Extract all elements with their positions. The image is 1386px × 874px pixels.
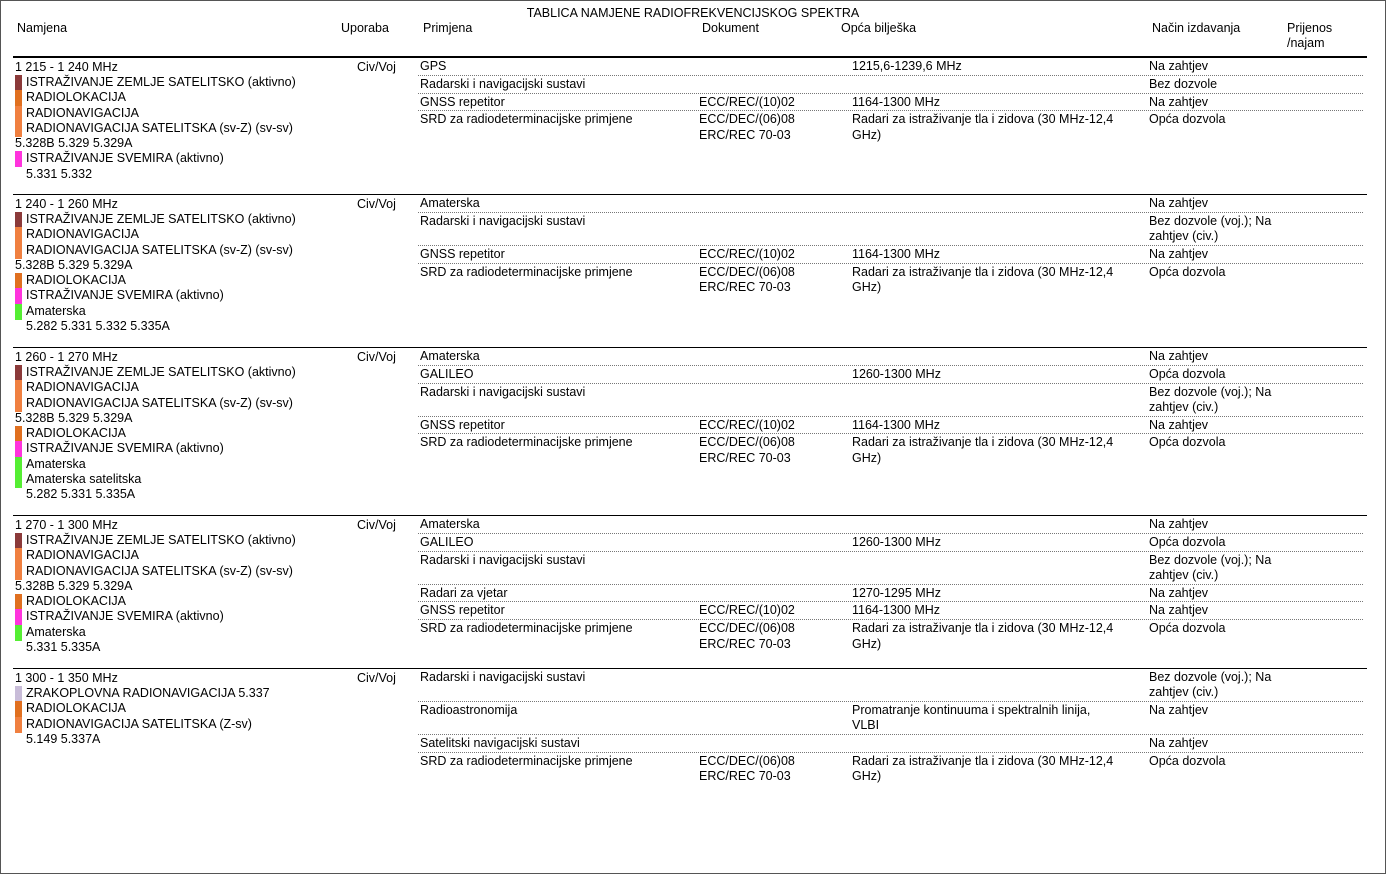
header-namjena: Namjena xyxy=(17,21,68,35)
application-row xyxy=(418,94,1363,112)
application-nacin-izdavanja-line: Na zahtjev xyxy=(1149,246,1209,261)
application-name: Radarski i navigacijski sustavi xyxy=(420,552,586,567)
allocation-text: ISTRAŽIVANJE SVEMIRA (aktivno) xyxy=(26,609,224,624)
band-frequency: 1 270 - 1 300 MHz xyxy=(15,518,118,532)
application-note xyxy=(852,754,1142,785)
frequency-band xyxy=(13,668,1367,821)
frequency-band xyxy=(13,515,1367,668)
footnote-refs xyxy=(13,167,343,182)
application-document xyxy=(699,621,839,652)
page-title: TABLICA NAMJENE RADIOFREKVENCIJSKOG SPEKTRA xyxy=(526,6,860,20)
application-nacin-izdavanja-line: Opća dozvola xyxy=(1149,621,1226,636)
allocation-text: RADIOLOKACIJA xyxy=(26,426,127,441)
allocation-item xyxy=(13,288,343,303)
footnote-refs xyxy=(13,487,343,502)
application-note-line: 1270-1295 MHz xyxy=(852,585,941,600)
application-note xyxy=(852,265,1142,296)
application-nacin-izdavanja-line: Na zahtjev xyxy=(1149,417,1209,432)
allocation-text: Amaterska xyxy=(26,456,86,471)
service-color-swatch xyxy=(15,457,22,473)
allocation-text: 5.331 5.332 xyxy=(26,166,93,181)
application-nacin-izdavanja-line: Bez dozvole (voj.); Na xyxy=(1149,670,1272,684)
header-opca-biljeska: Opća bilješka xyxy=(841,21,917,35)
application-nacin-izdavanja xyxy=(1149,621,1289,636)
application-nacin-izdavanja-line: Na zahtjev xyxy=(1149,603,1209,618)
application-nacin-izdavanja xyxy=(1149,59,1289,74)
application-name: Radari za vjetar xyxy=(420,585,508,600)
allocation-text: 5.328B 5.329 5.329A xyxy=(15,578,133,593)
application-row xyxy=(418,213,1363,246)
allocation-item xyxy=(13,548,343,563)
application-name: GPS xyxy=(420,59,447,73)
application-name: GNSS repetitor xyxy=(420,603,505,618)
footnote-refs xyxy=(13,640,343,655)
application-note-line: 1164-1300 MHz xyxy=(852,94,941,109)
application-note-line: GHz) xyxy=(852,636,882,651)
allocation-text: 5.328B 5.329 5.329A xyxy=(15,257,133,272)
application-nacin-izdavanja xyxy=(1149,736,1289,751)
application-document-line: ECC/DEC/(06)08 xyxy=(699,112,795,127)
application-nacin-izdavanja-line: Na zahtjev xyxy=(1149,585,1209,600)
application-note-line: 1215,6-1239,6 MHz xyxy=(852,59,962,73)
application-nacin-izdavanja-line: Opća dozvola xyxy=(1149,534,1226,549)
application-nacin-izdavanja-line: Bez dozvole xyxy=(1149,76,1218,91)
allocation-text: 5.149 5.337A xyxy=(26,731,101,746)
allocation-list xyxy=(13,365,343,503)
application-row xyxy=(418,417,1363,435)
application-nacin-izdavanja-line: Na zahtjev xyxy=(1149,349,1209,363)
application-row xyxy=(418,366,1363,384)
application-name: GALILEO xyxy=(420,534,474,549)
application-nacin-izdavanja-line: zahtjev (civ.) xyxy=(1149,399,1219,414)
service-color-swatch xyxy=(15,564,22,580)
allocation-text: RADIOLOKACIJA xyxy=(26,701,127,716)
header-primjena: Primjena xyxy=(423,21,473,35)
application-nacin-izdavanja xyxy=(1149,586,1289,601)
application-nacin-izdavanja-line: Opća dozvola xyxy=(1149,753,1226,768)
service-color-swatch xyxy=(15,686,22,702)
service-color-swatch xyxy=(15,288,22,304)
application-row xyxy=(418,111,1363,143)
application-name: GNSS repetitor xyxy=(420,94,505,109)
application-document-line: ECC/DEC/(06)08 xyxy=(699,435,795,450)
application-name: Amaterska xyxy=(420,196,480,210)
header-prijenos-line2: /najam xyxy=(1287,36,1325,50)
allocation-item xyxy=(13,396,343,411)
allocation-text: RADIONAVIGACIJA xyxy=(26,227,139,242)
allocation-text: ISTRAŽIVANJE ZEMLJE SATELITSKO (aktivno) xyxy=(26,75,296,89)
application-name: SRD za radiodeterminacijske primjene xyxy=(420,264,633,279)
application-document-line: ECC/DEC/(06)08 xyxy=(699,264,795,279)
allocation-list xyxy=(13,686,343,747)
application-list xyxy=(418,348,1363,467)
allocation-text: RADIONAVIGACIJA SATELITSKA (sv-Z) (sv-sv) xyxy=(26,242,293,257)
allocation-text: 5.282 5.331 5.335A xyxy=(26,487,136,502)
application-name: SRD za radiodeterminacijske primjene xyxy=(420,435,633,450)
application-row xyxy=(418,195,1363,213)
allocation-text: Amaterska xyxy=(26,624,86,639)
application-document xyxy=(699,247,839,262)
band-frequency: 1 300 - 1 350 MHz xyxy=(15,671,118,685)
application-nacin-izdavanja-line: zahtjev (civ.) xyxy=(1149,229,1219,244)
allocation-item xyxy=(13,701,343,716)
allocation-item xyxy=(13,533,343,548)
service-color-swatch xyxy=(15,609,22,625)
application-note-line: 1260-1300 MHz xyxy=(852,534,941,549)
application-note xyxy=(852,247,1142,262)
service-color-swatch xyxy=(15,594,22,610)
allocation-text: 5.328B 5.329 5.329A xyxy=(15,410,133,425)
application-row xyxy=(418,246,1363,264)
service-color-swatch xyxy=(15,701,22,717)
service-color-swatch xyxy=(15,151,22,167)
application-nacin-izdavanja-line: Na zahtjev xyxy=(1149,94,1209,109)
application-name: Amaterska xyxy=(420,517,480,531)
allocation-text: RADIONAVIGACIJA SATELITSKA (sv-Z) (sv-sv) xyxy=(26,120,293,135)
application-row xyxy=(418,534,1363,552)
application-nacin-izdavanja-line: Opća dozvola xyxy=(1149,112,1226,127)
allocation-text: ISTRAŽIVANJE SVEMIRA (aktivno) xyxy=(26,441,224,456)
application-note xyxy=(852,603,1142,618)
application-note xyxy=(852,418,1142,433)
footnote-refs xyxy=(13,579,343,594)
application-note xyxy=(852,59,1142,74)
application-document xyxy=(699,754,839,785)
application-name: GNSS repetitor xyxy=(420,417,505,432)
application-document xyxy=(699,112,839,143)
application-name: GNSS repetitor xyxy=(420,246,505,261)
application-note-line: Radari za istraživanje tla i zidova (30 MHz-12,4 xyxy=(852,112,1114,127)
service-color-swatch xyxy=(15,227,22,243)
application-note xyxy=(852,367,1142,382)
application-name: Radarski i navigacijski sustavi xyxy=(420,213,586,228)
band-frequency: 1 215 - 1 240 MHz xyxy=(15,60,118,74)
application-nacin-izdavanja xyxy=(1149,435,1289,450)
service-color-swatch xyxy=(15,121,22,137)
application-name: Amaterska xyxy=(420,349,480,363)
application-list xyxy=(418,516,1363,652)
allocation-item xyxy=(13,564,343,579)
service-color-swatch xyxy=(15,625,22,641)
application-name: SRD za radiodeterminacijske primjene xyxy=(420,621,633,636)
application-note xyxy=(852,703,1142,734)
allocation-text: Amaterska xyxy=(26,303,86,318)
allocation-text: ZRAKOPLOVNA RADIONAVIGACIJA 5.337 xyxy=(26,686,270,700)
application-nacin-izdavanja xyxy=(1149,247,1289,262)
application-document-line: ERC/REC 70-03 xyxy=(699,450,791,465)
application-note-line: Radari za istraživanje tla i zidova (30 MHz-12,4 xyxy=(852,435,1114,450)
allocation-list xyxy=(13,212,343,334)
allocation-item xyxy=(13,212,343,227)
application-nacin-izdavanja xyxy=(1149,349,1289,364)
application-nacin-izdavanja-line: Na zahtjev xyxy=(1149,59,1209,73)
application-name: Radarski i navigacijski sustavi xyxy=(420,384,586,399)
application-document-line: ECC/DEC/(06)08 xyxy=(699,621,795,636)
application-name: Radarski i navigacijski sustavi xyxy=(420,670,586,684)
allocation-item xyxy=(13,717,343,732)
service-color-swatch xyxy=(15,396,22,412)
allocation-item xyxy=(13,457,343,472)
application-nacin-izdavanja xyxy=(1149,703,1289,718)
footnote-refs xyxy=(13,319,343,334)
service-color-swatch xyxy=(15,273,22,289)
footnote-refs xyxy=(13,411,343,426)
allocation-text: RADIONAVIGACIJA xyxy=(26,380,139,395)
allocation-text: ISTRAŽIVANJE SVEMIRA (aktivno) xyxy=(26,151,224,166)
application-document xyxy=(699,418,839,433)
footnote-refs xyxy=(13,258,343,273)
application-list xyxy=(418,669,1363,785)
allocation-item xyxy=(13,106,343,121)
application-row xyxy=(418,585,1363,603)
application-note-line: 1164-1300 MHz xyxy=(852,417,941,432)
header-prijenos xyxy=(1287,21,1332,51)
application-document xyxy=(699,603,839,618)
service-color-swatch xyxy=(15,717,22,733)
application-name: Radarski i navigacijski sustavi xyxy=(420,76,586,91)
application-document-line: ECC/REC/(10)02 xyxy=(699,246,795,261)
allocation-item xyxy=(13,121,343,136)
application-note xyxy=(852,112,1142,143)
allocation-item xyxy=(13,625,343,640)
application-note-line: GHz) xyxy=(852,450,882,465)
allocation-item xyxy=(13,365,343,380)
allocation-item xyxy=(13,426,343,441)
application-nacin-izdavanja xyxy=(1149,418,1289,433)
allocation-text: RADIOLOKACIJA xyxy=(26,273,127,288)
frequency-band xyxy=(13,194,1367,347)
allocation-item xyxy=(13,472,343,487)
header-dokument: Dokument xyxy=(702,21,759,35)
allocation-text: RADIONAVIGACIJA SATELITSKA (sv-Z) (sv-sv) xyxy=(26,563,293,578)
application-nacin-izdavanja-line: Na zahtjev xyxy=(1149,736,1209,751)
application-nacin-izdavanja xyxy=(1149,385,1289,416)
band-frequency: 1 260 - 1 270 MHz xyxy=(15,350,118,364)
application-note xyxy=(852,621,1142,652)
application-row xyxy=(418,516,1363,534)
application-note xyxy=(852,586,1142,601)
application-list xyxy=(418,58,1363,143)
application-nacin-izdavanja-line: Opća dozvola xyxy=(1149,264,1226,279)
allocation-item xyxy=(13,75,343,90)
application-document xyxy=(699,435,839,466)
application-nacin-izdavanja xyxy=(1149,553,1289,584)
allocation-item xyxy=(13,609,343,624)
application-document-line: ERC/REC 70-03 xyxy=(699,769,791,784)
application-nacin-izdavanja-line: zahtjev (civ.) xyxy=(1149,685,1219,700)
application-note-line: GHz) xyxy=(852,127,882,142)
header-prijenos-line1: Prijenos xyxy=(1287,21,1333,35)
application-nacin-izdavanja xyxy=(1149,196,1289,211)
application-note xyxy=(852,435,1142,466)
application-document xyxy=(699,265,839,296)
allocation-list xyxy=(13,75,343,182)
application-nacin-izdavanja xyxy=(1149,535,1289,550)
allocation-item xyxy=(13,90,343,105)
application-row xyxy=(418,384,1363,417)
application-nacin-izdavanja xyxy=(1149,112,1289,127)
application-nacin-izdavanja-line: Na zahtjev xyxy=(1149,703,1209,718)
allocation-text: RADIOLOKACIJA xyxy=(26,594,127,609)
application-row xyxy=(418,348,1363,366)
footnote-refs xyxy=(13,136,343,151)
application-name: Radioastronomija xyxy=(420,703,518,718)
allocation-item xyxy=(13,304,343,319)
application-document-line: ERC/REC 70-03 xyxy=(699,279,791,294)
service-color-swatch xyxy=(15,426,22,442)
allocation-text: ISTRAŽIVANJE ZEMLJE SATELITSKO (aktivno) xyxy=(26,365,296,379)
service-color-swatch xyxy=(15,304,22,320)
application-note-line: VLBI xyxy=(852,718,880,733)
allocation-item xyxy=(13,686,343,701)
application-document-line: ECC/REC/(10)02 xyxy=(699,603,795,618)
application-document xyxy=(699,95,839,110)
service-color-swatch xyxy=(15,380,22,396)
allocation-text: RADIOLOKACIJA xyxy=(26,90,127,105)
allocation-text: 5.331 5.335A xyxy=(26,640,101,655)
application-nacin-izdavanja-line: Na zahtjev xyxy=(1149,196,1209,210)
allocation-text: RADIONAVIGACIJA xyxy=(26,105,139,120)
band-uporaba: Civ/Voj xyxy=(357,197,396,211)
allocation-item xyxy=(13,227,343,242)
allocation-text: 5.282 5.331 5.332 5.335A xyxy=(26,319,170,334)
application-name: Satelitski navigacijski sustavi xyxy=(420,736,580,751)
service-color-swatch xyxy=(15,90,22,106)
band-uporaba: Civ/Voj xyxy=(357,350,396,364)
allocation-list xyxy=(13,533,343,655)
service-color-swatch xyxy=(15,212,22,228)
application-nacin-izdavanja xyxy=(1149,517,1289,532)
application-list xyxy=(418,195,1363,296)
frequency-band xyxy=(13,57,1367,194)
application-note-line: Radari za istraživanje tla i zidova (30 MHz-12,4 xyxy=(852,621,1114,636)
service-color-swatch xyxy=(15,472,22,488)
allocation-text: RADIONAVIGACIJA xyxy=(26,548,139,563)
application-nacin-izdavanja-line: Na zahtjev xyxy=(1149,517,1209,531)
application-nacin-izdavanja-line: Bez dozvole (voj.); Na xyxy=(1149,213,1272,228)
application-row xyxy=(418,702,1363,735)
application-document-line: ECC/REC/(10)02 xyxy=(699,417,795,432)
service-color-swatch xyxy=(15,365,22,381)
allocation-item xyxy=(13,273,343,288)
application-nacin-izdavanja xyxy=(1149,603,1289,618)
application-row xyxy=(418,753,1363,785)
service-color-swatch xyxy=(15,243,22,259)
application-row xyxy=(418,602,1363,620)
header-nacin-izdavanja: Način izdavanja xyxy=(1152,21,1241,35)
frequency-band xyxy=(13,347,1367,515)
service-color-swatch xyxy=(15,548,22,564)
allocation-text: Amaterska satelitska xyxy=(26,472,142,487)
band-uporaba: Civ/Voj xyxy=(357,671,396,685)
allocation-item xyxy=(13,441,343,456)
application-note-line: 1164-1300 MHz xyxy=(852,603,941,618)
application-row xyxy=(418,264,1363,296)
application-nacin-izdavanja-line: Bez dozvole (voj.); Na xyxy=(1149,384,1272,399)
application-nacin-izdavanja xyxy=(1149,670,1289,701)
application-nacin-izdavanja-line: Opća dozvola xyxy=(1149,435,1226,450)
application-nacin-izdavanja-line: Opća dozvola xyxy=(1149,366,1226,381)
application-note-line: 1260-1300 MHz xyxy=(852,366,941,381)
service-color-swatch xyxy=(15,106,22,122)
application-document-line: ERC/REC 70-03 xyxy=(699,127,791,142)
application-note-line: Radari za istraživanje tla i zidova (30 MHz-12,4 xyxy=(852,264,1114,279)
allocation-text: ISTRAŽIVANJE ZEMLJE SATELITSKO (aktivno) xyxy=(26,212,296,226)
allocation-text: RADIONAVIGACIJA SATELITSKA (Z-sv) xyxy=(26,716,252,731)
application-document-line: ECC/REC/(10)02 xyxy=(699,94,795,109)
application-note-line: GHz) xyxy=(852,279,882,294)
application-row xyxy=(418,58,1363,76)
header-uporaba: Uporaba xyxy=(341,21,389,35)
service-color-swatch xyxy=(15,75,22,91)
application-row xyxy=(418,735,1363,753)
application-nacin-izdavanja xyxy=(1149,77,1289,92)
application-note-line: Radari za istraživanje tla i zidova (30 MHz-12,4 xyxy=(852,753,1114,768)
application-row xyxy=(418,669,1363,702)
allocation-item xyxy=(13,594,343,609)
application-nacin-izdavanja-line: Bez dozvole (voj.); Na xyxy=(1149,552,1272,567)
application-row xyxy=(418,552,1363,585)
application-nacin-izdavanja xyxy=(1149,754,1289,769)
application-note xyxy=(852,535,1142,550)
application-document-line: ECC/DEC/(06)08 xyxy=(699,753,795,768)
application-note-line: GHz) xyxy=(852,769,882,784)
application-note-line: Promatranje kontinuuma i spektralnih linija, xyxy=(852,703,1091,718)
application-nacin-izdavanja xyxy=(1149,265,1289,280)
footnote-refs xyxy=(13,732,343,747)
application-nacin-izdavanja xyxy=(1149,214,1289,245)
application-name: GALILEO xyxy=(420,366,474,381)
allocation-item xyxy=(13,380,343,395)
allocation-item xyxy=(13,151,343,166)
allocation-item xyxy=(13,243,343,258)
band-frequency: 1 240 - 1 260 MHz xyxy=(15,197,118,211)
band-uporaba: Civ/Voj xyxy=(357,518,396,532)
application-row xyxy=(418,76,1363,94)
allocation-text: ISTRAŽIVANJE SVEMIRA (aktivno) xyxy=(26,288,224,303)
service-color-swatch xyxy=(15,533,22,549)
application-document-line: ERC/REC 70-03 xyxy=(699,636,791,651)
allocation-text: RADIONAVIGACIJA SATELITSKA (sv-Z) (sv-sv) xyxy=(26,395,293,410)
application-row xyxy=(418,434,1363,466)
application-nacin-izdavanja-line: zahtjev (civ.) xyxy=(1149,567,1219,582)
application-row xyxy=(418,620,1363,652)
application-name: SRD za radiodeterminacijske primjene xyxy=(420,753,633,768)
application-name: SRD za radiodeterminacijske primjene xyxy=(420,112,633,127)
allocation-text: 5.328B 5.329 5.329A xyxy=(15,136,133,151)
allocation-text: ISTRAŽIVANJE ZEMLJE SATELITSKO (aktivno) xyxy=(26,533,296,547)
band-uporaba: Civ/Voj xyxy=(357,60,396,74)
application-note xyxy=(852,95,1142,110)
application-nacin-izdavanja xyxy=(1149,95,1289,110)
application-nacin-izdavanja xyxy=(1149,367,1289,382)
service-color-swatch xyxy=(15,441,22,457)
application-note-line: 1164-1300 MHz xyxy=(852,246,941,261)
